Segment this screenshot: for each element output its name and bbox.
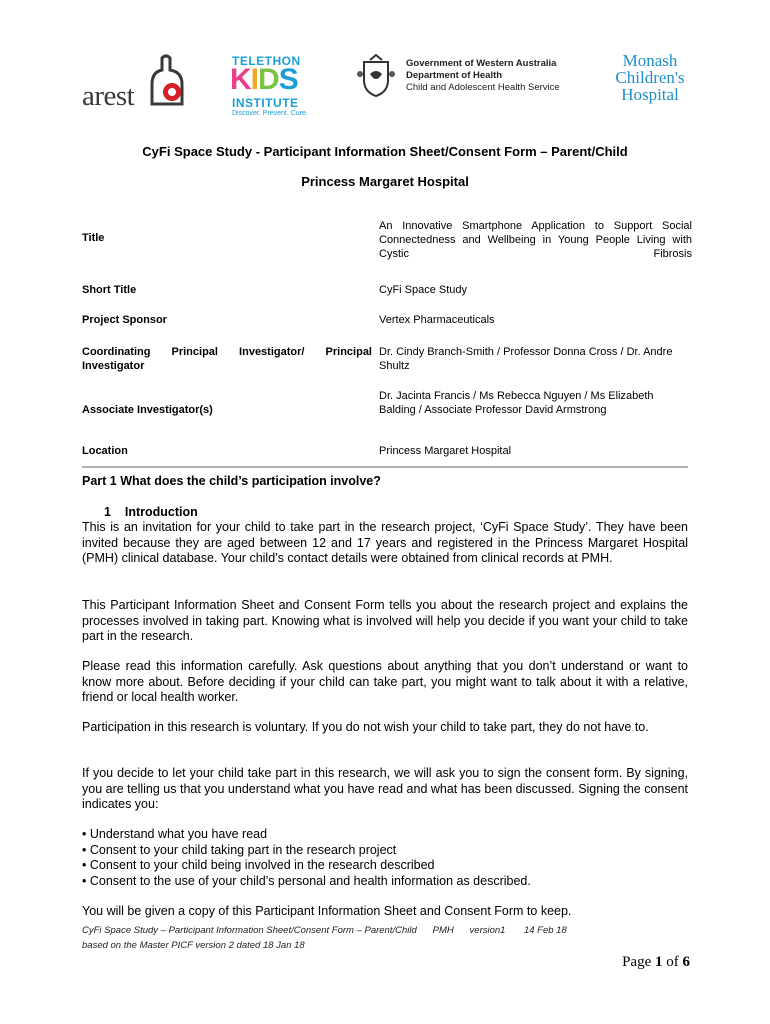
telethon-top-text: TELETHON xyxy=(232,54,301,68)
info-label: Location xyxy=(82,445,128,457)
part1-heading: Part 1 What does the child’s participation involve? xyxy=(82,474,381,488)
document-title: CyFi Space Study - Participant Information Sheet/Consent Form – Parent/Child xyxy=(142,144,628,159)
gov-wa-text xyxy=(406,58,560,94)
site-name: Princess Margaret Hospital xyxy=(301,174,469,189)
info-label: Short Title xyxy=(82,284,137,296)
info-value: Dr. Jacinta Francis / Ms Rebecca Nguyen / Ms Elizabeth Balding / Associate Professor David Armstrong xyxy=(379,390,654,416)
info-label: Associate Investigator(s) xyxy=(82,404,213,416)
info-value: An Innovative Smartphone Application to Support Social Connectedness and Wellbeing in Young People Living with Cystic Fibrosis xyxy=(379,220,692,260)
page-number xyxy=(622,954,690,971)
logo-bar xyxy=(0,40,770,125)
section-divider xyxy=(82,466,688,468)
paragraph: Participation in this research is voluntary. If you do not wish your child to take part, they do not have to. xyxy=(82,720,649,734)
monash-line-2: Children's xyxy=(615,68,685,87)
page-total: 6 xyxy=(682,954,690,970)
info-value: CyFi Space Study xyxy=(379,284,468,296)
gov-wa-logo xyxy=(356,54,576,104)
footer-line-1: CyFi Space Study – Participant Information Sheet/Consent Form – Parent/Child PMH version1 14 Feb 18 xyxy=(82,925,567,936)
page-prefix: Page xyxy=(622,954,655,970)
closing-paragraph: You will be given a copy of this Participant Information Sheet and Consent Form to keep. xyxy=(82,904,572,918)
footer-line-2: based on the Master PICF version 2 dated 18 Jan 18 xyxy=(82,940,305,951)
info-row-associates xyxy=(82,389,692,433)
monash-childrens-logo xyxy=(600,52,700,118)
gov-line-2: Department of Health xyxy=(406,70,503,81)
list-item: • Consent to the use of your child’s personal and health information as described. xyxy=(82,873,531,888)
consent-bullet-list xyxy=(82,827,531,889)
info-label: Coordinating Principal Investigator/ Principal Investigator xyxy=(82,346,372,372)
arest-logo xyxy=(82,52,192,112)
telethon-kids-text: KIDS xyxy=(230,63,298,96)
monash-line-3: Hospital xyxy=(621,85,679,104)
paragraph: If you decide to let your child take part in this research, we will ask you to sign the consent form. By signing, you are telling us that you understand what you have read and what has been discussed. Signing the consent indicates you: xyxy=(82,766,688,811)
info-value: Princess Margaret Hospital xyxy=(379,445,512,457)
arest-wordmark: arest xyxy=(82,80,135,112)
list-item: • Consent to your child being involved in the research described xyxy=(82,858,435,872)
paragraph: Please read this information carefully. Ask questions about anything that you don’t understand or want to know more about. Before deciding if your child can take part, you might want to talk about it with a relative, friend or local health worker. xyxy=(82,659,688,704)
telethon-tagline: Discover. Prevent. Cure. xyxy=(232,110,308,117)
paragraph: This is an invitation for your child to take part in the research project, ‘CyFi Space Study’. They have been invited because they are aged between 12 and 17 years and registered in the Princess Margaret Hospital (PMH) clinical database. Your child’s contact details were obtained from clinical records at PMH. xyxy=(82,520,688,565)
telethon-institute-text: INSTITUTE xyxy=(232,96,299,110)
monash-line-1: Monash xyxy=(622,51,678,70)
info-label: Project Sponsor xyxy=(82,314,167,326)
info-label: Title xyxy=(82,232,105,244)
introduction-heading: 1 Introduction xyxy=(104,505,198,519)
wa-crest-icon xyxy=(356,54,396,98)
list-item: • Understand what you have read xyxy=(82,827,268,841)
list-item: • Consent to your child taking part in the research project xyxy=(82,842,397,857)
info-value: Dr. Cindy Branch-Smith / Professor Donna Cross / Dr. Andre Shultz xyxy=(379,346,673,372)
gov-line-3: Child and Adolescent Health Service xyxy=(406,82,560,93)
telethon-kids-logo xyxy=(230,54,320,118)
page-mid: of xyxy=(662,954,683,970)
info-value: Vertex Pharmaceuticals xyxy=(379,314,495,326)
info-row-title xyxy=(82,219,692,263)
paragraph: This Participant Information Sheet and Consent Form tells you about the research project and explains the processes involved in taking part. Knowing what is involved will help you decide if you want your child to take part in the research. xyxy=(82,598,688,643)
gov-line-1: Government of Western Australia xyxy=(406,58,557,69)
arest-lung-icon xyxy=(144,54,190,106)
page-current: 1 xyxy=(655,954,663,970)
